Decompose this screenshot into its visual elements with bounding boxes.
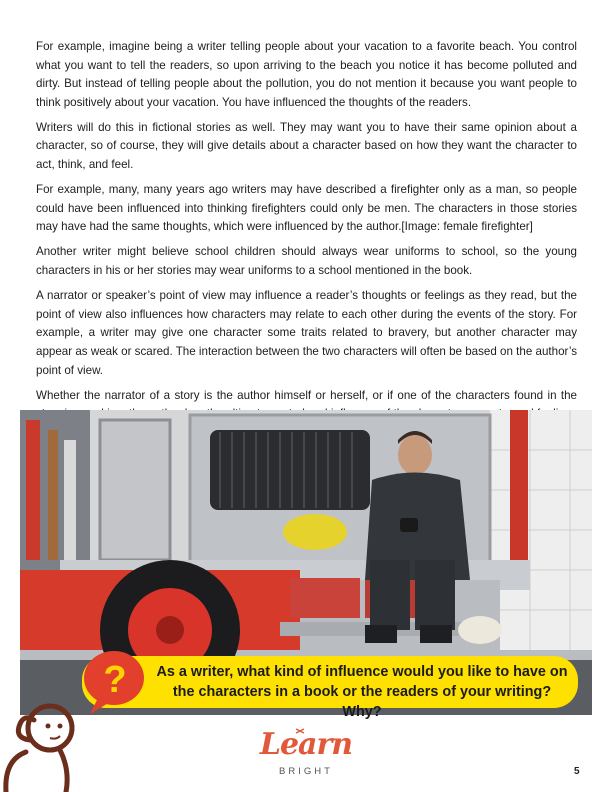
question-mark-icon: ? [103, 659, 127, 701]
paragraph-1: For example, imagine being a writer telling people about your vacation to a favorite beach. You control what you want to tell the readers, so upon arriving to the beach you notice it has become polluted and dirty. But instead of telling people about the pollution, you do not mention it because you want people to think positively about your vacation. You have influenced the thoughts of the readers. [36, 40, 577, 109]
thinking-person-icon [0, 700, 90, 792]
logo-learn-text: Learn [259, 727, 353, 762]
paragraph-3: For example, many, many years ago writers may have described a firefighter only as a man, so people could have been influenced into thinking firefighters could only be men. The characters in those stories may have had the same thoughts, which were influenced by the author.[Image: female firefighter] [36, 183, 577, 234]
callout-line-2: the characters in a book or the readers of your writing? Why? [172, 684, 552, 720]
paragraph-6: Whether the narrator of a story is the author himself or herself, or if one of the characters found in the [36, 388, 577, 402]
paragraph-5: A narrator or speaker’s point of view may influence a reader’s thoughts or feelings as they read, but the point of view also influences how characters may relate to each other during the events of the story. For example, a writer may give one character some traits related to bravery, but another character may appear as weak or scared. The interaction between the two characters will often be based on the author’s point of view. [36, 289, 577, 377]
paragraph-4: Another writer might believe school children should always wear uniforms to school, so the young characters in his or her stories may wear uniforms to a school mentioned in the book. [36, 245, 577, 278]
callout-question [154, 662, 570, 722]
logo-bright-text: BRIGHT [279, 766, 333, 777]
page-number: 5 [574, 766, 580, 777]
body-text [36, 38, 577, 449]
callout-line-1: As a writer, what kind of influence would you like to have on [156, 664, 568, 680]
question-callout [82, 656, 578, 720]
paragraph-2: Writers will do this in fictional stories as well. They may want you to have their same opinion about a character, so of course, they will give details about a character based on how they want the character to act, think, and feel. [36, 120, 577, 172]
